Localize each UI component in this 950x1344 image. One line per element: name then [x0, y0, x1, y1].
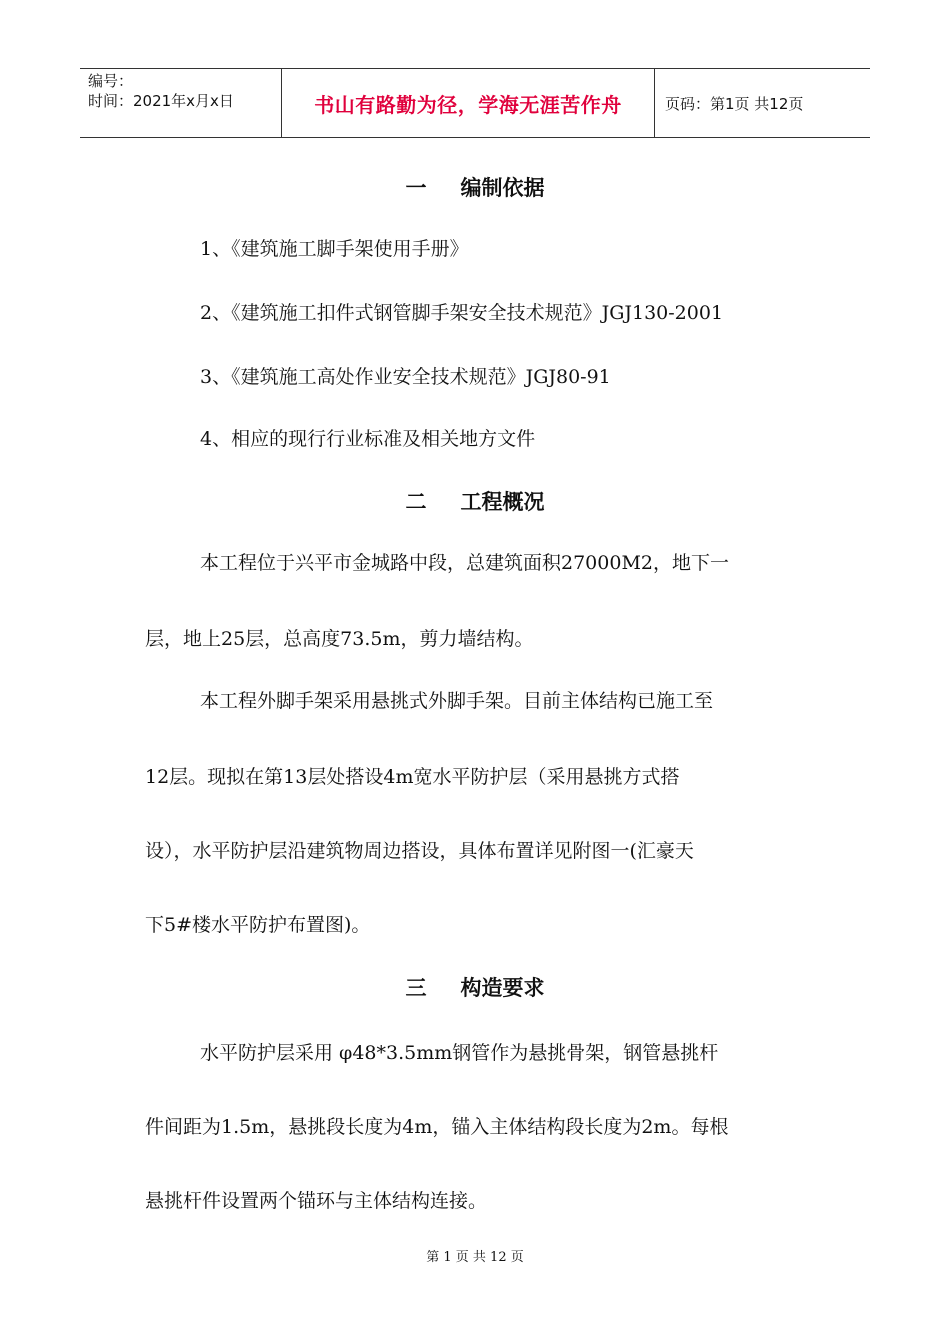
page-footer: 第 1 页 共 12 页 [426, 1250, 524, 1265]
overview-line: 设），水平防护层沿建筑物周边搭设，具体布置详见附图一(汇豪天 [145, 840, 694, 862]
section-heading-1 [0, 172, 950, 202]
basis-item: 4、相应的现行行业标准及相关地方文件 [200, 428, 536, 450]
section-number: 二 [405, 490, 427, 514]
construction-line: 件间距为1.5m，悬挑段长度为4m，锚入主体结构段长度为2m。每根 [145, 1116, 729, 1138]
header-page-info: 页码：第1页 共12页 [665, 94, 804, 113]
section-heading-3 [0, 972, 950, 1002]
overview-line: 下5#楼水平防护布置图)。 [145, 914, 371, 936]
section-title: 编制依据 [460, 176, 545, 200]
basis-item: 3、《建筑施工高处作业安全技术规范》JGJ80-91 [200, 366, 611, 388]
construction-line: 水平防护层采用 φ48*3.5mm钢管作为悬挑骨架，钢管悬挑杆 [200, 1042, 719, 1064]
date-label: 时间：2021年x月x日 [88, 92, 234, 110]
section-title: 构造要求 [460, 976, 545, 1000]
overview-line: 层，地上25层，总高度73.5m，剪力墙结构。 [145, 628, 534, 650]
construction-line: 悬挑杆件设置两个锚环与主体结构连接。 [145, 1190, 488, 1212]
page-header [80, 68, 870, 138]
section-title: 工程概况 [460, 490, 545, 514]
basis-item: 1、《建筑施工脚手架使用手册》 [200, 238, 469, 260]
section-number: 一 [405, 176, 427, 200]
section-number: 三 [405, 976, 427, 1000]
number-label: 编号： [88, 72, 134, 90]
section-heading-2 [0, 486, 950, 516]
header-motto-cell [282, 69, 655, 137]
overview-line: 本工程外脚手架采用悬挑式外脚手架。目前主体结构已施工至 [200, 690, 714, 712]
overview-line: 12层。现拟在第13层处搭设4m宽水平防护层（采用悬挑方式搭 [145, 766, 680, 788]
basis-item: 2、《建筑施工扣件式钢管脚手架安全技术规范》JGJ130-2001 [200, 302, 724, 324]
header-motto: 书山有路勤为径，学海无涯苦作舟 [314, 92, 622, 117]
header-meta [80, 69, 282, 137]
overview-line: 本工程位于兴平市金城路中段，总建筑面积27000M2，地下一 [200, 552, 729, 574]
